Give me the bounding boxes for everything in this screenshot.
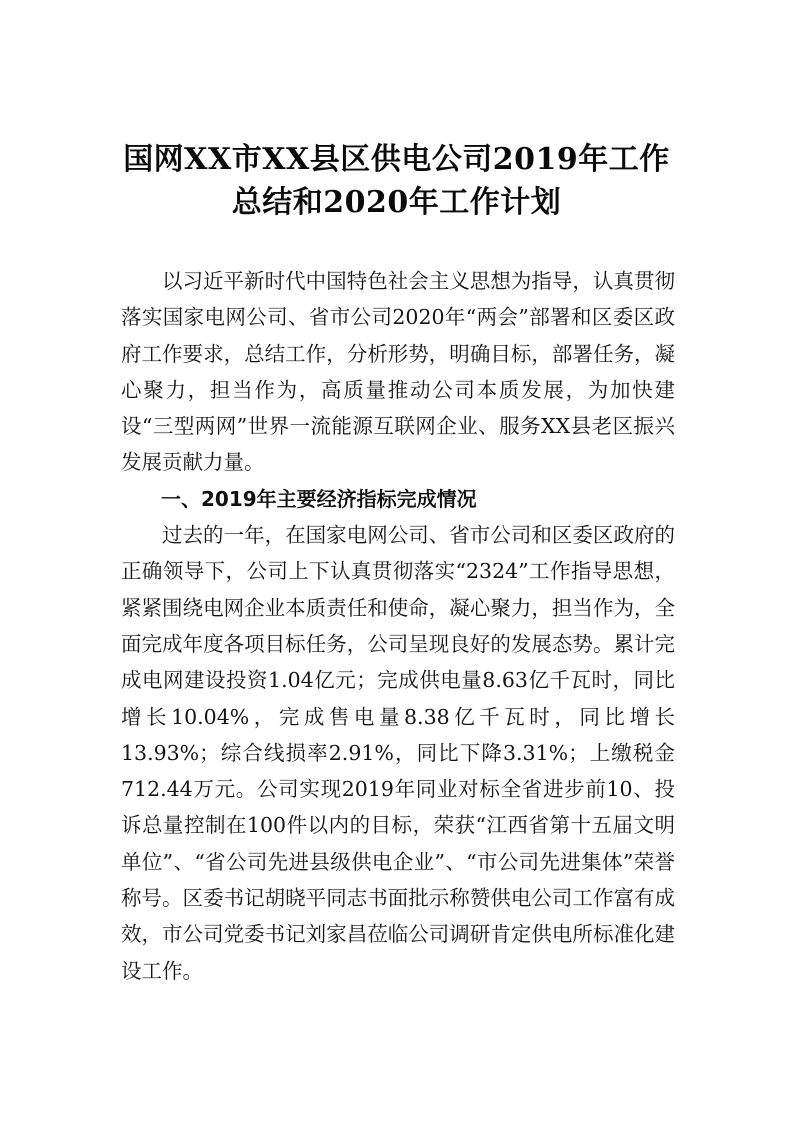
intro-paragraph: 以习近平新时代中国特色社会主义思想为指导，认真贯彻落实国家电网公司、省市公司2020年“两会”部署和区委区政府工作要求，总结工作，分析形势，明确目标，部署任务，凝心聚力，担当作为，高质量推动公司本质发展，为加快建设“三型两网”世界一流能源互联网企业、服务XX县老区振兴发展贡献力量。 <box>121 269 675 475</box>
section-1-heading: 一、2019年主要经济指标完成情况 <box>161 486 477 511</box>
document-title-line-2: 总结和2020年工作计划 <box>231 185 562 220</box>
section-1-paragraph: 过去的一年，在国家电网公司、省市公司和区委区政府的正确领导下，公司上下认真贯彻落实“2324”工作指导思想，紧紧围绕电网企业本质责任和使命，凝心聚力，担当作为，全面完成年度各项目标任务，公司呈现良好的发展态势。累计完成电网建设投资1.04亿元；完成供电量8.63亿千瓦时，同比增长10.04%，完成售电量8.38亿千瓦时，同比增长13.93%；综合线损率2.91%，同比下降3.31%；上缴税金712.44万元。公司实现2019年同业对标全省进步前10、投诉总量控制在100件以内的目标，荣获“江西省第十五届文明单位”、“省公司先进县级供电企业”、“市公司先进集体”荣誉称号。区委书记胡晓平同志书面批示称赞供电公司工作富有成效，市公司党委书记刘家昌莅临公司调研肯定供电所标准化建设工作。 <box>121 523 675 983</box>
document-title-line-1: 国网XX市XX县区供电公司2019年工作 <box>123 142 670 177</box>
document-body <box>121 263 675 989</box>
